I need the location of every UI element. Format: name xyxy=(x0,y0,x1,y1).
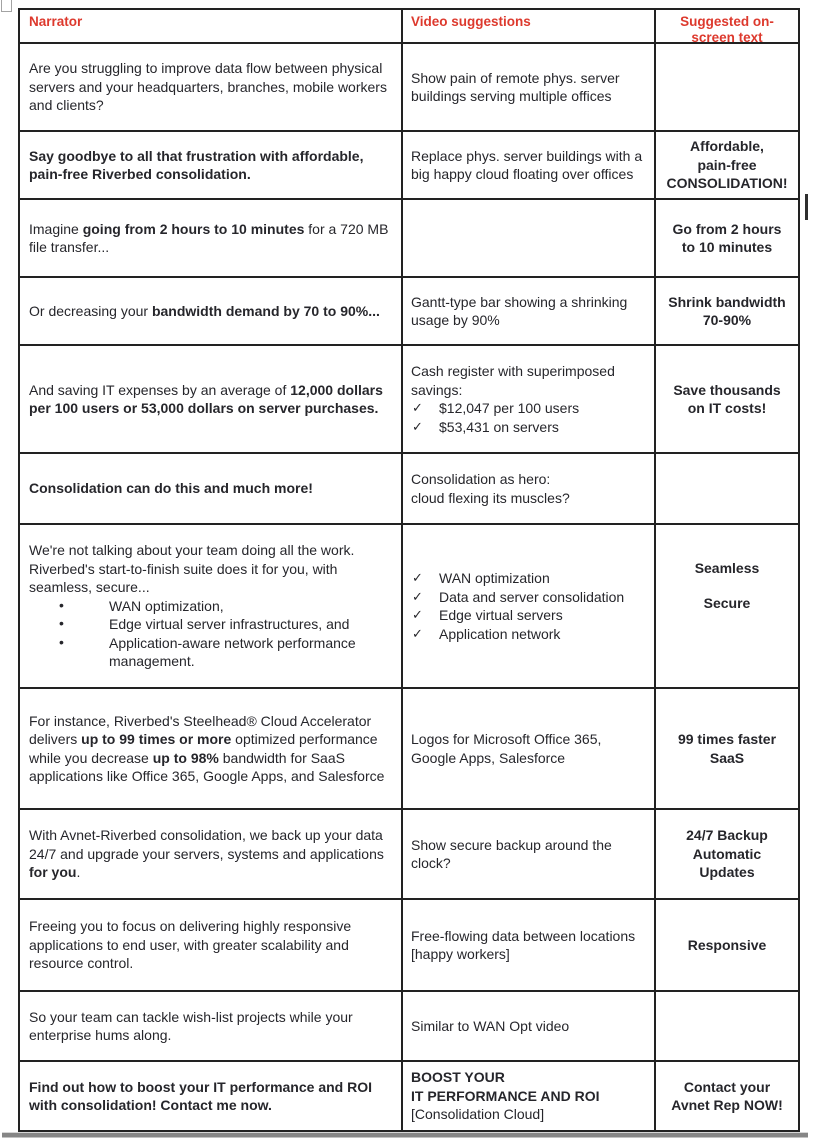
text-segment: Logos for Microsoft Office 365, Google Apps, Salesforce xyxy=(411,731,602,766)
text-segment: Secure xyxy=(703,594,751,611)
narrator-cell xyxy=(20,200,403,276)
text-paragraph xyxy=(693,845,761,864)
table-header-row xyxy=(20,10,798,44)
header-label: Video suggestions xyxy=(411,14,531,29)
onscreen-text-cell xyxy=(656,689,798,808)
text-segment: bandwidth demand by 70 to 90%... xyxy=(151,302,380,319)
text-segment: $53,431 on servers xyxy=(439,418,559,435)
text-segment: [Consolidation Cloud] xyxy=(411,1106,545,1123)
table-row xyxy=(20,992,798,1062)
text-paragraph xyxy=(411,147,650,184)
onscreen-text-cell xyxy=(656,200,798,276)
text-segment: Responsive xyxy=(687,936,767,953)
table-row xyxy=(20,44,798,132)
text-segment: Affordable, xyxy=(690,138,764,155)
text-paragraph xyxy=(682,238,772,257)
video-suggestion-cell xyxy=(403,992,656,1060)
text-segment: WAN optimization, xyxy=(109,597,224,614)
check-item xyxy=(411,569,650,588)
text-paragraph xyxy=(411,69,650,106)
text-segment: Consolidation can do this and much more! xyxy=(29,480,313,497)
video-suggestion-cell xyxy=(403,900,656,990)
narrator-cell xyxy=(20,810,403,898)
text-paragraph xyxy=(668,293,785,312)
page-bottom-rule xyxy=(2,1132,808,1138)
text-segment: Free-flowing data between locations [happy workers] xyxy=(411,927,636,962)
text-paragraph xyxy=(29,302,389,321)
text-paragraph xyxy=(688,399,767,418)
text-paragraph xyxy=(695,559,760,578)
text-segment: Show pain of remote phys. server buildings serving multiple offices xyxy=(411,69,620,104)
check-icon: ✓ xyxy=(412,625,423,641)
text-segment: We're not talking about your team doing all the work. Riverbed's start-to-finish suite does it for you, with seamless, secure... xyxy=(29,542,355,596)
table-row xyxy=(20,278,798,346)
table-row xyxy=(20,900,798,992)
text-paragraph xyxy=(666,174,787,193)
text-paragraph xyxy=(411,293,650,330)
text-paragraph xyxy=(29,147,389,184)
text-paragraph xyxy=(411,730,650,767)
text-segment: for you xyxy=(29,864,77,881)
text-segment: Shrink bandwidth xyxy=(668,293,786,310)
text-paragraph xyxy=(678,730,776,749)
text-paragraph xyxy=(688,936,767,955)
text-paragraph xyxy=(29,917,389,973)
text-segment: bandwidth for SaaS applications like Office 365, Google Apps, and Salesforce xyxy=(29,749,385,784)
text-paragraph xyxy=(411,927,650,964)
text-segment: Freeing you to focus on delivering highly responsive applications to end user, with greater scalability and resource control. xyxy=(29,918,352,972)
text-segment: . xyxy=(76,864,81,881)
text-paragraph xyxy=(29,826,389,882)
narrator-cell xyxy=(20,346,403,452)
text-segment: Gantt-type bar showing a shrinking usage by 90% xyxy=(411,293,628,328)
text-paragraph xyxy=(411,1087,650,1106)
text-paragraph xyxy=(686,826,768,845)
narrator-cell xyxy=(20,992,403,1060)
video-suggestion-cell xyxy=(403,132,656,198)
narrator-cell xyxy=(20,900,403,990)
text-paragraph xyxy=(684,1078,770,1097)
text-segment: $12,047 per 100 users xyxy=(439,400,580,416)
header-onscreen-text xyxy=(656,10,798,45)
text-segment: So your team can tackle wish-list projects while your enterprise hums along. xyxy=(29,1008,353,1043)
table-row xyxy=(20,689,798,810)
bullet-icon: • xyxy=(59,633,64,650)
bullet-item xyxy=(29,597,389,616)
text-segment: up to 99 times or more xyxy=(81,731,232,747)
bullet-icon: • xyxy=(59,615,64,632)
text-paragraph xyxy=(411,470,650,489)
table-row xyxy=(20,1062,798,1130)
text-segment: Edge virtual servers xyxy=(439,607,563,623)
text-paragraph xyxy=(29,220,389,257)
text-paragraph xyxy=(411,1068,650,1087)
onscreen-text-cell xyxy=(656,810,798,898)
table-handle-partial xyxy=(1,0,12,12)
text-paragraph xyxy=(703,311,751,330)
bullet-item xyxy=(29,615,389,634)
video-suggestion-cell xyxy=(403,346,656,452)
text-paragraph xyxy=(673,381,780,400)
narrator-cell xyxy=(20,132,403,198)
header-narrator xyxy=(20,10,403,42)
text-segment: Application-aware network performance management. xyxy=(109,634,356,670)
text-segment: BOOST YOUR xyxy=(411,1069,505,1086)
onscreen-text-cell xyxy=(656,454,798,523)
check-item xyxy=(411,625,650,644)
header-video-suggestions xyxy=(403,10,656,42)
text-segment: Go from 2 hours xyxy=(672,220,782,237)
text-segment: Avnet Rep NOW! xyxy=(671,1097,783,1113)
video-suggestion-cell xyxy=(403,689,656,808)
text-paragraph xyxy=(411,1105,650,1124)
check-item xyxy=(411,399,650,418)
table-row xyxy=(20,525,798,689)
text-segment: SaaS xyxy=(709,749,745,766)
onscreen-text-cell xyxy=(656,132,798,198)
header-label: Narrator xyxy=(29,14,83,29)
onscreen-text-cell xyxy=(656,278,798,344)
onscreen-text-cell xyxy=(656,525,798,687)
text-cursor-mark xyxy=(805,194,808,220)
video-script-table xyxy=(18,8,800,1132)
text-segment: Contact your xyxy=(683,1078,771,1095)
text-paragraph xyxy=(704,594,751,613)
text-paragraph xyxy=(710,749,744,768)
text-segment: Say goodbye to all that frustration with affordable, pain-free Riverbed consolidation. xyxy=(29,147,364,182)
text-segment: on IT costs! xyxy=(687,400,767,416)
check-icon: ✓ xyxy=(412,570,423,585)
text-paragraph xyxy=(671,1096,782,1115)
text-segment: to 10 minutes xyxy=(681,239,773,255)
text-segment: WAN optimization xyxy=(439,570,550,586)
header-label: Suggested on-screen text xyxy=(680,14,774,45)
table-row xyxy=(20,200,798,278)
text-segment: Are you struggling to improve data flow between physical servers and your headquarters, branches, mobile workers and clients? xyxy=(29,60,387,114)
check-icon: ✓ xyxy=(412,400,423,415)
text-segment: pain-free xyxy=(697,156,757,173)
text-paragraph xyxy=(697,156,756,175)
text-segment: With Avnet-Riverbed consolidation, we back up your data 24/7 and upgrade your servers, systems and applications xyxy=(29,827,384,862)
table-row xyxy=(20,346,798,454)
text-segment: For instance, Riverbed's Steelhead® Cloud Accelerator delivers xyxy=(29,712,372,747)
narrator-cell xyxy=(20,525,403,687)
narrator-cell xyxy=(20,689,403,808)
text-paragraph xyxy=(29,541,389,597)
onscreen-text-cell xyxy=(656,44,798,130)
text-paragraph xyxy=(29,1078,389,1115)
text-segment: Consolidation as hero: xyxy=(411,471,551,487)
text-segment: Show secure backup around the clock? xyxy=(411,836,612,871)
text-segment: Application network xyxy=(439,625,561,642)
text-segment: Cash register with superimposed savings: xyxy=(411,363,615,398)
video-suggestion-cell xyxy=(403,278,656,344)
video-suggestion-cell xyxy=(403,1062,656,1130)
bullet-icon: • xyxy=(59,596,64,613)
text-segment: Automatic xyxy=(692,845,762,862)
text-paragraph xyxy=(673,220,782,239)
text-paragraph xyxy=(29,1008,389,1045)
text-segment: Imagine xyxy=(29,220,83,237)
text-segment: Or decreasing your xyxy=(29,302,152,319)
text-segment: Find out how to boost your IT performance and ROI with consolidation! Contact me now. xyxy=(29,1078,372,1113)
table-row xyxy=(20,132,798,200)
text-segment: Save thousands xyxy=(673,381,781,398)
text-paragraph xyxy=(29,381,389,418)
text-segment: 70-90% xyxy=(702,312,752,328)
text-segment: And saving IT expenses by an average of xyxy=(29,381,291,398)
check-icon: ✓ xyxy=(412,588,423,604)
onscreen-text-cell xyxy=(656,346,798,452)
text-paragraph xyxy=(29,59,389,115)
bullet-item xyxy=(29,634,389,671)
video-suggestion-cell xyxy=(403,810,656,898)
text-segment: optimized performance while you decrease xyxy=(29,731,378,766)
text-segment: IT PERFORMANCE AND ROI xyxy=(411,1087,600,1104)
check-icon: ✓ xyxy=(412,607,423,622)
text-segment: up to 98% xyxy=(152,749,219,766)
check-item xyxy=(411,606,650,625)
text-segment: Data and server consolidation xyxy=(439,588,625,605)
text-paragraph xyxy=(411,362,650,399)
text-paragraph xyxy=(411,1017,650,1036)
text-segment: Edge virtual server infrastructures, and xyxy=(109,616,350,633)
narrator-cell xyxy=(20,1062,403,1130)
text-segment: going from 2 hours to 10 minutes xyxy=(82,220,305,237)
text-segment: Updates xyxy=(699,864,755,881)
text-segment: cloud flexing its muscles? xyxy=(411,489,570,506)
onscreen-text-cell xyxy=(656,900,798,990)
text-segment: Replace phys. server buildings with a big happy cloud floating over offices xyxy=(411,147,643,182)
onscreen-text-cell xyxy=(656,1062,798,1130)
text-segment: 24/7 Backup xyxy=(686,827,768,844)
text-paragraph xyxy=(411,836,650,873)
table-row xyxy=(20,454,798,525)
check-item xyxy=(411,588,650,607)
video-suggestion-cell xyxy=(403,525,656,687)
video-suggestion-cell xyxy=(403,44,656,130)
text-segment: Similar to WAN Opt video xyxy=(411,1017,570,1034)
text-paragraph xyxy=(690,137,764,156)
check-icon: ✓ xyxy=(412,418,423,434)
video-suggestion-cell xyxy=(403,200,656,276)
text-segment: 99 times faster xyxy=(677,731,777,747)
text-segment: 12,000 dollars per 100 users or 53,000 dollars on server purchases. xyxy=(29,381,383,416)
text-paragraph xyxy=(29,479,389,498)
text-segment: CONSOLIDATION! xyxy=(666,175,788,192)
text-paragraph xyxy=(29,712,389,786)
check-item xyxy=(411,418,650,437)
text-segment: for a 720 MB file transfer... xyxy=(29,220,389,255)
text-paragraph xyxy=(699,863,754,882)
narrator-cell xyxy=(20,44,403,130)
text-segment: Seamless xyxy=(694,560,760,576)
video-suggestion-cell xyxy=(403,454,656,523)
narrator-cell xyxy=(20,278,403,344)
onscreen-text-cell xyxy=(656,992,798,1060)
table-row xyxy=(20,810,798,900)
narrator-cell xyxy=(20,454,403,523)
text-paragraph xyxy=(411,489,650,508)
